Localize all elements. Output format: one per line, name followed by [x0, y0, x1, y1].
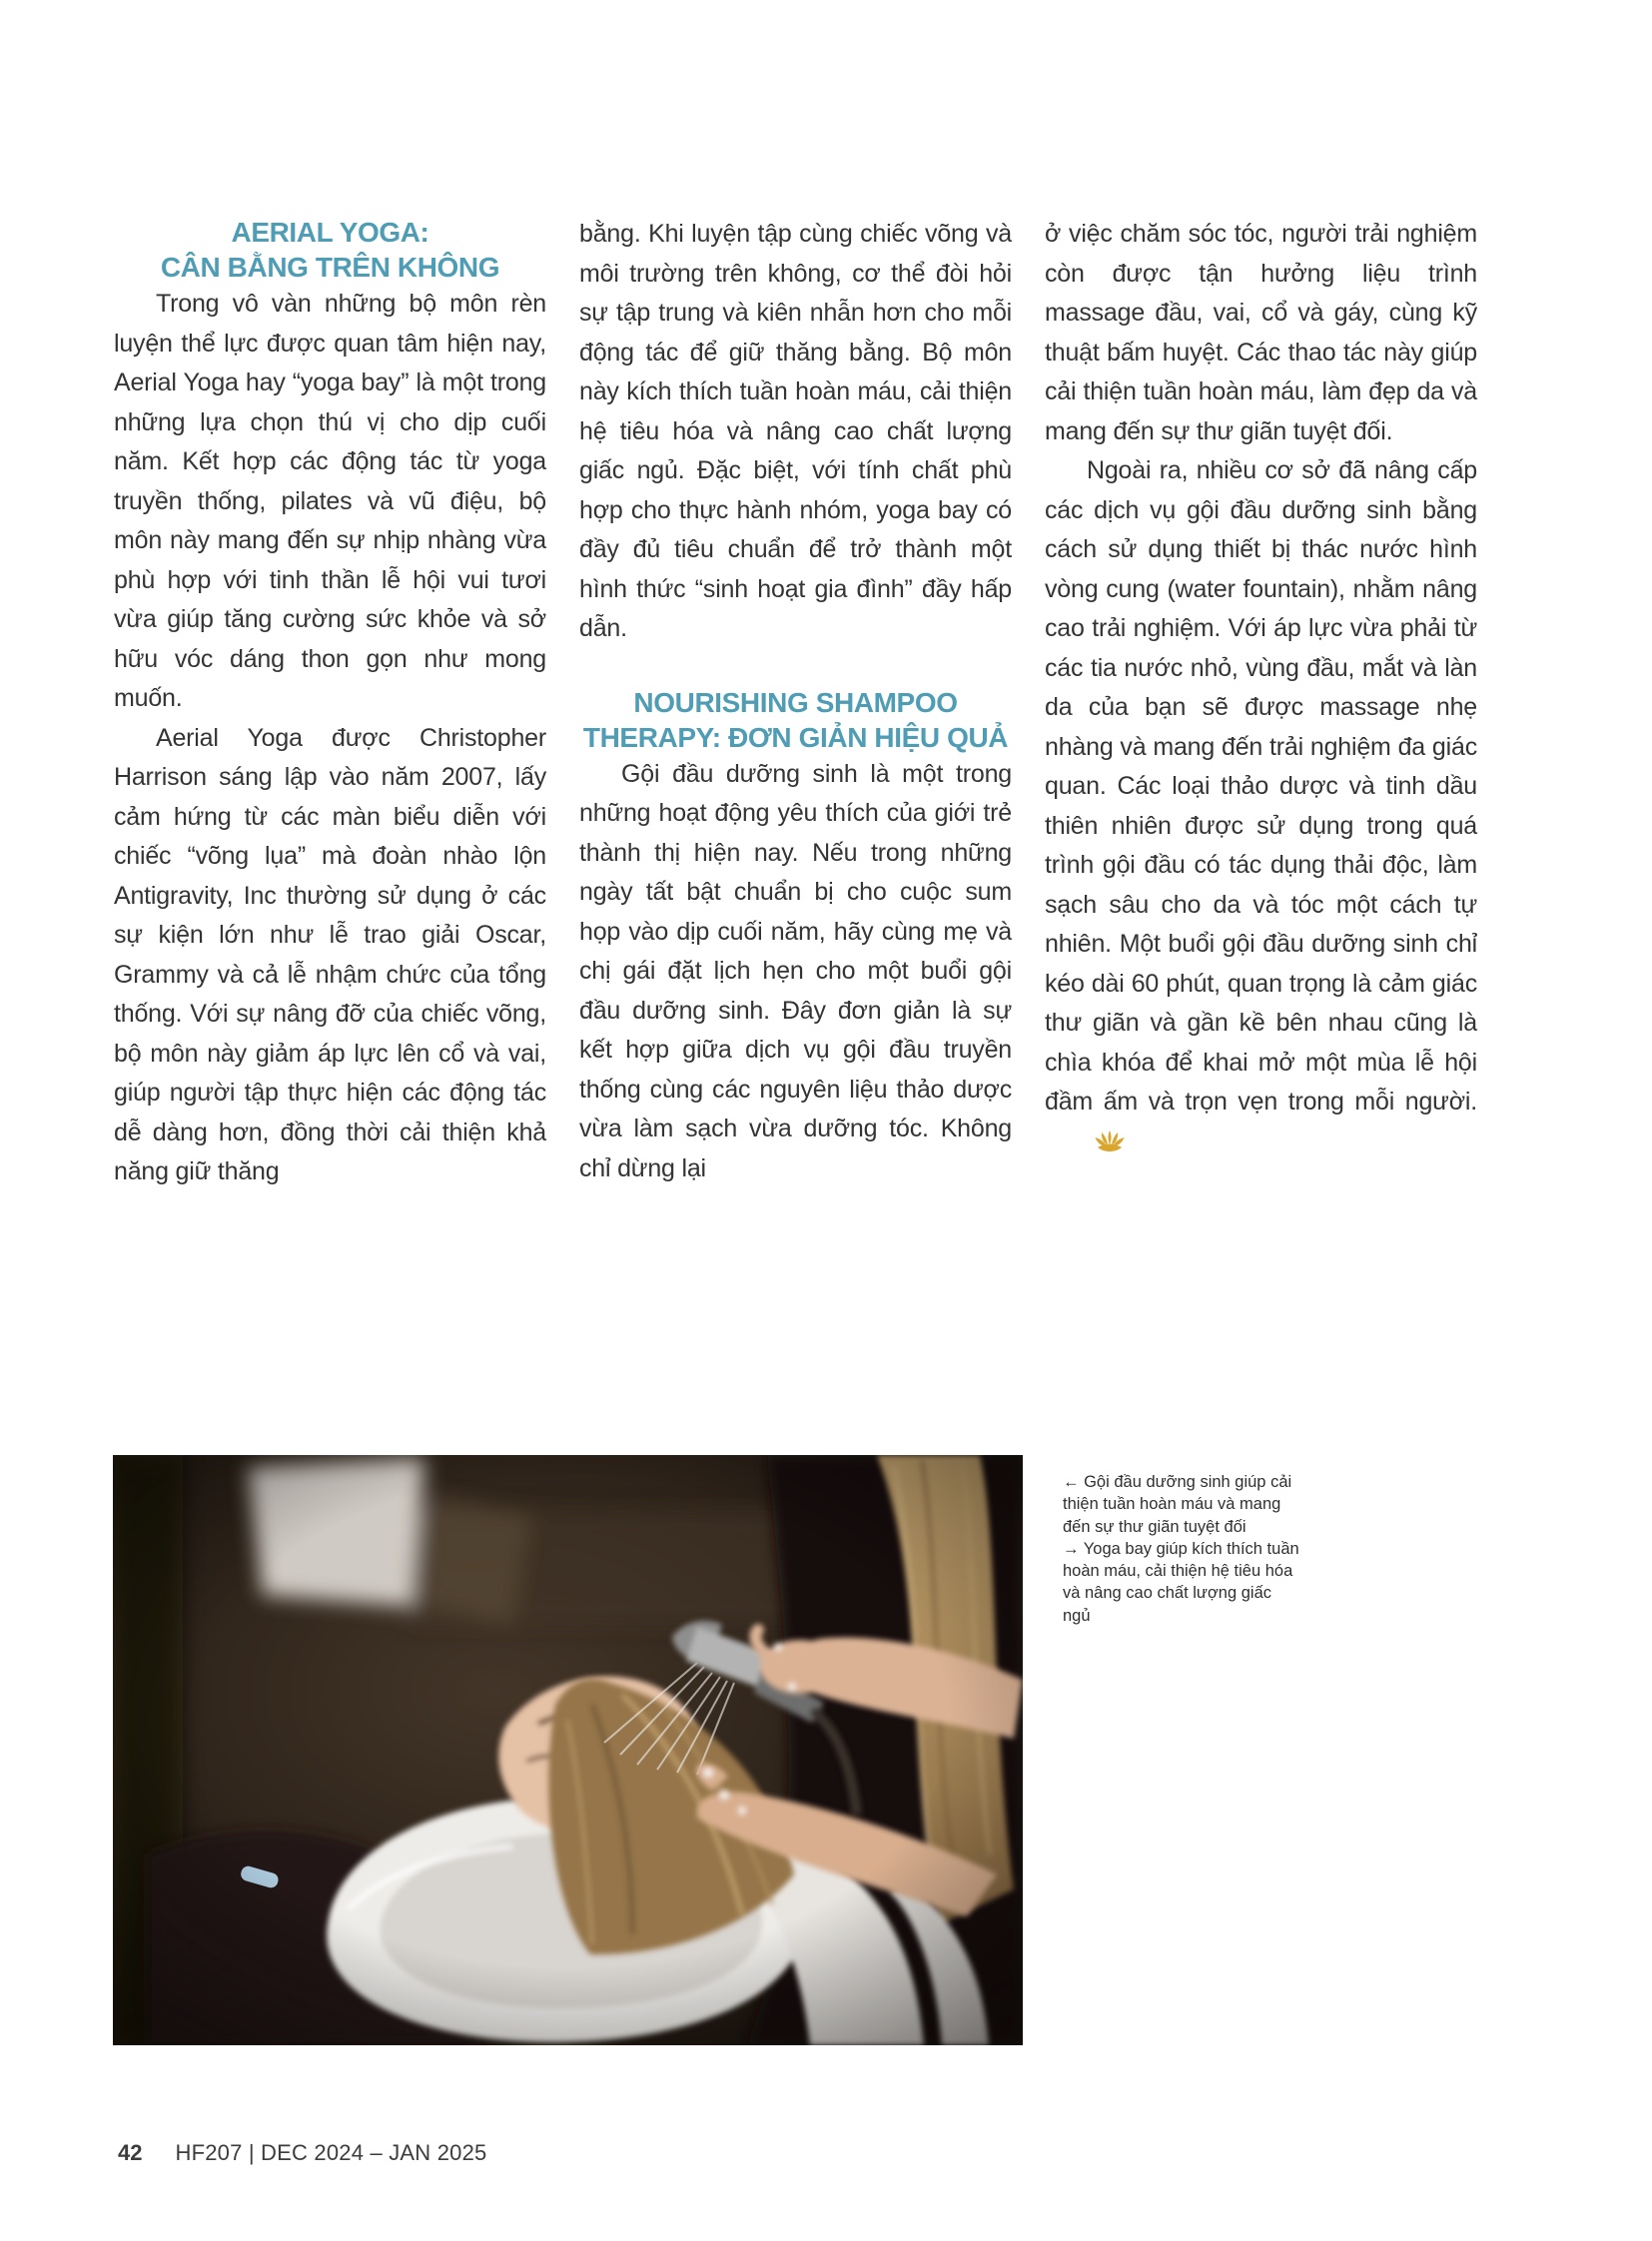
lotus-end-mark-icon [1053, 1124, 1125, 1164]
heading-line: AERIAL YOGA: [231, 217, 429, 248]
heading-line: THERAPY: ĐƠN GIẢN HIỆU QUẢ [582, 721, 1009, 753]
photo-caption [1063, 1471, 1300, 1627]
page-footer [118, 2140, 486, 2166]
salon-photo-illustration [113, 1455, 1023, 2045]
caption-item-right-arrow: → Yoga bay giúp kích thích tuần hoàn máu, cải thiện hệ tiêu hóa và nâng cao chất lượng giấc ngủ [1063, 1539, 1299, 1625]
heading-line: NOURISHING SHAMPOO [633, 686, 958, 718]
issue-info: HF207 | DEC 2024 – JAN 2025 [175, 2140, 487, 2165]
text-column-3 [1045, 215, 1477, 1163]
body-paragraph-continued: ở việc chăm sóc tóc, người trải nghiệm còn được tận hưởng liệu trình massage đầu, vai, cổ và gáy, cùng kỹ thuật bấm huyệt. Các thao tác này giúp cải thiện tuần hoàn máu, làm đẹp da và mang đến sự thư giãn tuyệt đối. [1045, 220, 1477, 445]
text-column-2 [579, 215, 1012, 1188]
paragraph-text: Ngoài ra, nhiều cơ sở đã nâng cấp các dịch vụ gội đầu dưỡng sinh bằng cách sử dụng thiết bị thác nước hình vòng cung (water fountain), nhằm nâng cao trải nghiệm. Với áp lực vừa phải từ các tia nước nhỏ, vùng đầu, mắt và làn da của bạn sẽ được massage nhẹ nhàng và mang đến trải nghiệm đa giác quan. Các loại thảo dược và tinh dầu thiên nhiên được sử dụng trong quá trình gội đầu có tác dụng thải độc, làm sạch sâu cho da và tóc một cách tự nhiên. Một buổi gội đầu dưỡng sinh chỉ kéo dài 60 phút, quan trọng là cảm giác thư giãn và gần kề bên nhau cũng là chìa khóa để khai mở một mùa lễ hội đầm ấm và trọn vẹn trong mỗi người. [1045, 456, 1477, 1116]
text-column-1 [114, 215, 546, 1192]
caption-item-left-arrow: ← Gội đầu dưỡng sinh giúp cải thiện tuần hoàn máu và mang đến sự thư giãn tuyệt đối [1063, 1473, 1292, 1536]
body-paragraph-continued: bằng. Khi luyện tập cùng chiếc võng và môi trường trên không, cơ thể đòi hỏi sự tập trung và kiên nhẫn hơn cho mỗi động tác để giữ thăng bằng. Bộ môn này kích thích tuần hoàn máu, cải thiện hệ tiêu hóa và nâng cao chất lượng giấc ngủ. Đặc biệt, với tính chất phù hợp cho thực hành nhóm, yoga bay có đầy đủ tiêu chuẩn để trở thành một hình thức “sinh hoạt gia đình” đầy hấp dẫn. [579, 220, 1012, 642]
body-paragraph: Aerial Yoga được Christopher Harrison sáng lập vào năm 2007, lấy cảm hứng từ các màn biểu diễn với chiếc “võng lụa” mà đoàn nhào lộn Antigravity, Inc thường sử dụng ở các sự kiện lớn như lễ trao giải Oscar, Grammy và cả lễ nhậm chức của tổng thống. Với sự nâng đỡ của chiếc võng, bộ môn này giảm áp lực lên cổ và vai, giúp người tập thực hiện các động tác dễ dàng hơn, đồng thời cải thiện khả năng giữ thăng [114, 723, 546, 1185]
body-paragraph [1045, 451, 1477, 1163]
section-heading-shampoo-therapy [579, 685, 1012, 755]
body-paragraph: Trong vô vàn những bộ môn rèn luyện thể lực được quan tâm hiện nay, Aerial Yoga hay “yoga bay” là một trong những lựa chọn thú vị cho dịp cuối năm. Kết hợp các động tác từ yoga truyền thống, pilates và vũ điệu, bộ môn này mang đến sự nhịp nhàng vừa phù hợp với tinh thần lễ hội vui tươi vừa giúp tăng cường sức khỏe và sở hữu vóc dáng thon gọn như mong muốn. [114, 290, 546, 712]
heading-line: CÂN BẰNG TRÊN KHÔNG [160, 252, 500, 283]
body-paragraph: Gội đầu dưỡng sinh là một trong những hoạt động yêu thích của giới trẻ thành thị hiện nay. Nếu trong những ngày tất bật chuẩn bị cho cuộc sum họp vào dịp cuối năm, hãy cùng mẹ và chị gái đặt lịch hẹn cho một buổi gội đầu dưỡng sinh. Đây đơn giản là sự kết hợp giữa dịch vụ gội đầu truyền thống cùng các nguyên liệu thảo dược vừa làm sạch vừa dưỡng tóc. Không chỉ dừng lại [579, 759, 1012, 1182]
salon-hair-wash-photo [113, 1455, 1023, 2045]
section-heading-aerial-yoga [114, 215, 546, 285]
page-number: 42 [118, 2140, 143, 2165]
